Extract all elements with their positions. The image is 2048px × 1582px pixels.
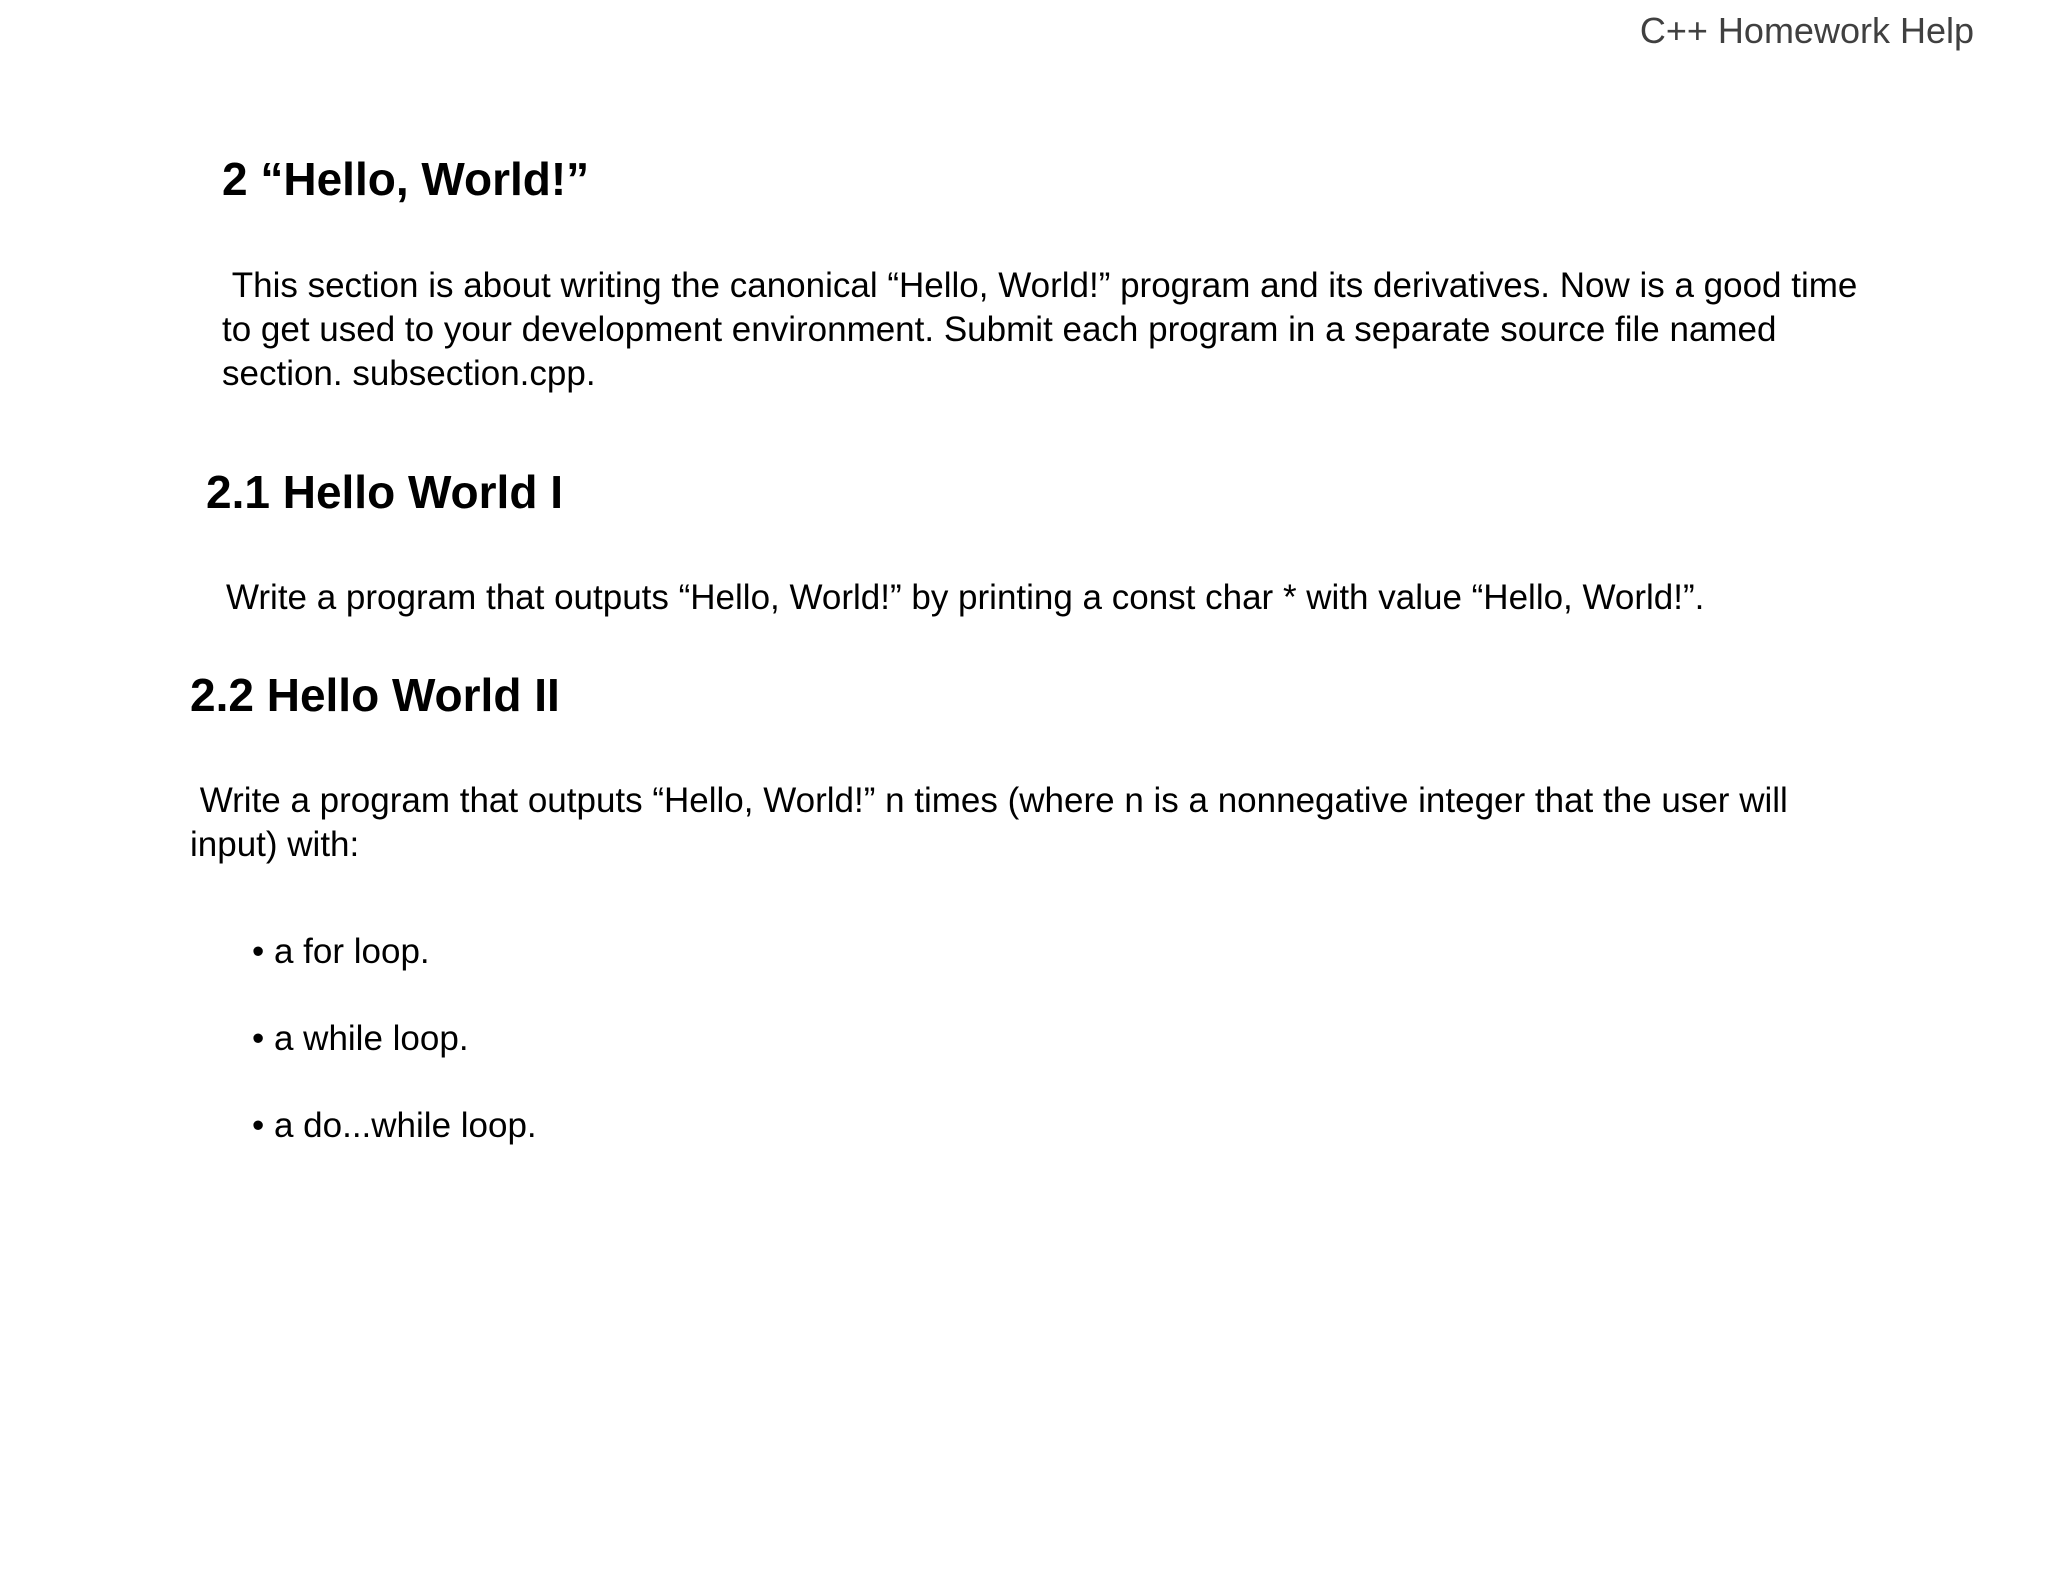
list-item-while-loop: • a while loop. [252, 1019, 469, 1058]
list-item-for-loop: • a for loop. [252, 932, 430, 971]
subsection-heading-hello-world-2: 2.2 Hello World II [190, 669, 560, 721]
page-header-title: C++ Homework Help [1639, 10, 1974, 51]
section-intro-paragraph: This section is about writing the canonical “Hello, World!” program and its derivatives. Now is a good time to get used to your development environment. Submit each program in a separate source file named section. subsection.cpp. [222, 266, 1868, 393]
list-item-do-while-loop: • a do...while loop. [252, 1106, 537, 1145]
subsection-1-paragraph: Write a program that outputs “Hello, World!” by printing a const char * with value “Hello, World!”. [226, 578, 1705, 617]
subsection-2-paragraph: Write a program that outputs “Hello, World!” n times (where n is a nonnegative integer that the user will input) with: [190, 781, 1798, 864]
section-heading-hello-world: 2 “Hello, World!” [222, 153, 590, 205]
subsection-heading-hello-world-1: 2.1 Hello World I [206, 466, 563, 518]
